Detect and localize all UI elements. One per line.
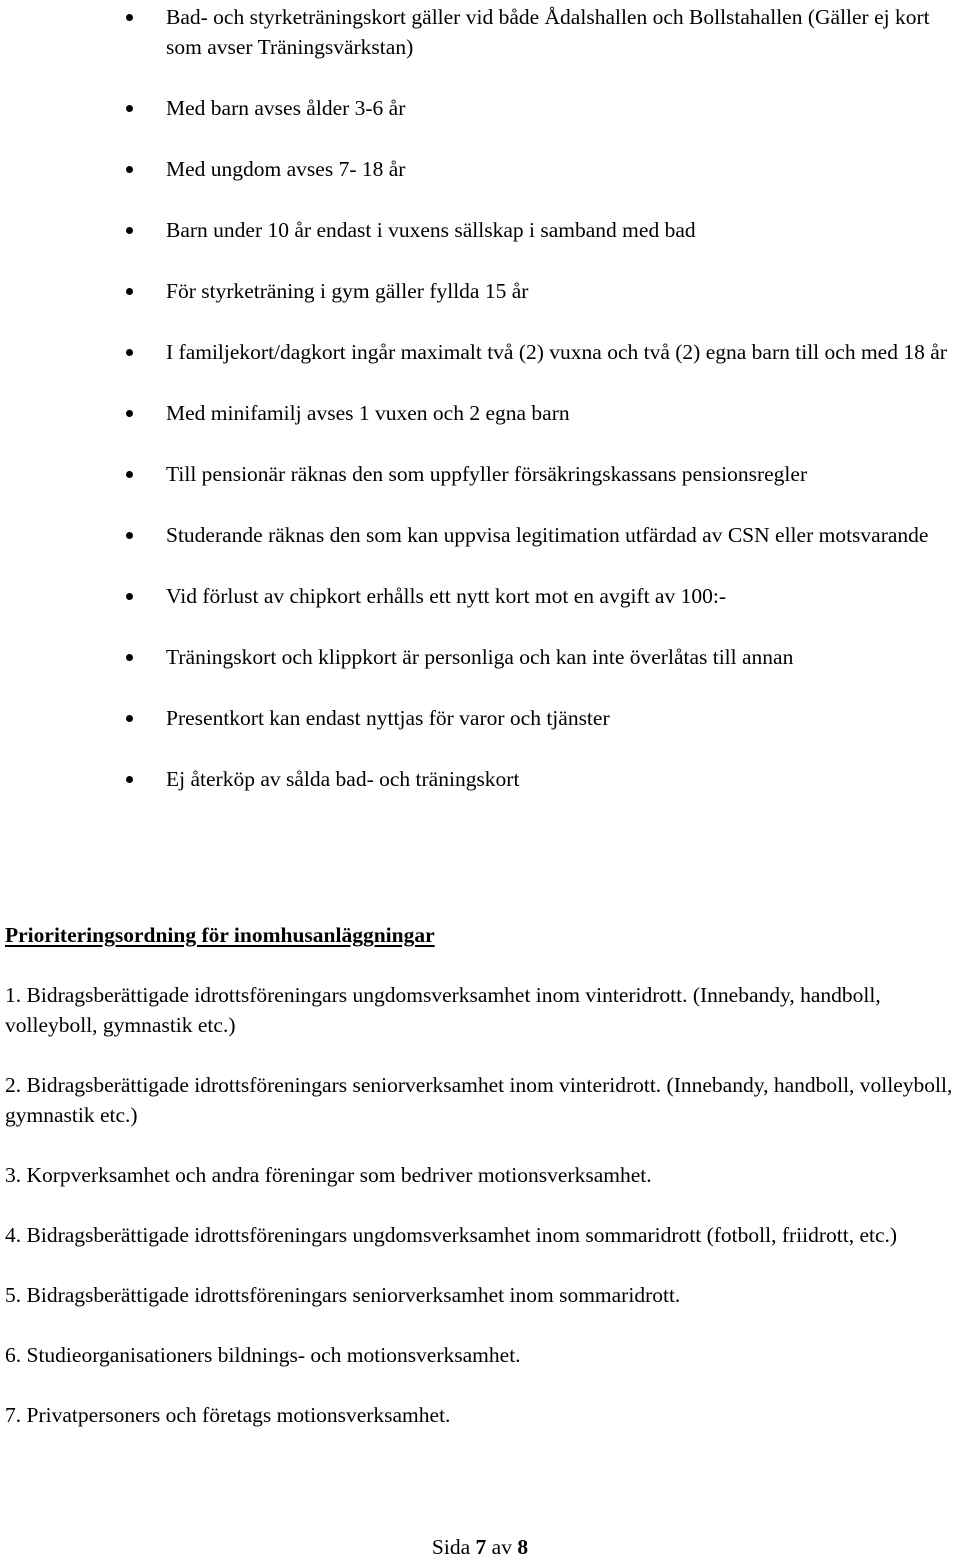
bullet-dot-icon [126, 349, 133, 356]
priority-item: 1. Bidragsberättigade idrottsföreningars ungdomsverksamhet inom vinteridrott. (Innebandy, handboll, volleyboll, gymnastik etc.) [5, 983, 881, 1037]
bullet-dot-icon [126, 105, 133, 112]
bullet-text: För styrketräning i gym gäller fyllda 15 år [166, 279, 529, 303]
footer-prefix: Sida [431, 1535, 471, 1559]
footer-separator: av [491, 1535, 512, 1559]
footer-total-pages: 8 [517, 1535, 529, 1559]
bullet-text: Studerande räknas den som kan uppvisa legitimation utfärdad av CSN eller motsvarande [166, 523, 929, 547]
bullet-text: Till pensionär räknas den som uppfyller försäkringskassans pensionsregler [166, 462, 808, 486]
priority-item: 7. Privatpersoners och företags motionsverksamhet. [5, 1403, 451, 1427]
bullet-dot-icon [126, 654, 133, 661]
rules-bullet-list [0, 2, 960, 825]
bullet-dot-icon [126, 715, 133, 722]
bullet-item [0, 93, 960, 123]
bullet-text: Ej återköp av sålda bad- och träningskort [166, 767, 520, 791]
bullet-text: Vid förlust av chipkort erhålls ett nytt kort mot en avgift av 100:- [166, 584, 726, 608]
bullet-item [0, 154, 960, 184]
bullet-dot-icon [126, 532, 133, 539]
footer-current-page: 7 [475, 1535, 487, 1559]
bullet-dot-icon [126, 593, 133, 600]
bullet-item [0, 276, 960, 306]
bullet-dot-icon [126, 471, 133, 478]
bullet-dot-icon [126, 776, 133, 783]
bullet-item [0, 215, 960, 245]
bullet-item [0, 581, 960, 611]
bullet-item [0, 459, 960, 489]
bullet-text: Barn under 10 år endast i vuxens sällskap i samband med bad [166, 218, 696, 242]
priority-item: 2. Bidragsberättigade idrottsföreningars seniorverksamhet inom vinteridrott. (Innebandy, handboll, volleyboll, gymnastik etc.) [5, 1073, 953, 1127]
bullet-item [0, 398, 960, 428]
bullet-dot-icon [126, 288, 133, 295]
bullet-dot-icon [126, 14, 133, 21]
bullet-text: Med ungdom avses 7- 18 år [166, 157, 406, 181]
bullet-text: I familjekort/dagkort ingår maximalt två (2) vuxna och två (2) egna barn till och med 18 år [166, 340, 947, 364]
priority-item: 4. Bidragsberättigade idrottsföreningars ungdomsverksamhet inom sommaridrott (fotboll, friidrott, etc.) [5, 1223, 898, 1247]
bullet-item [0, 703, 960, 733]
bullet-text: Med minifamilj avses 1 vuxen och 2 egna barn [166, 401, 570, 425]
priority-item: 3. Korpverksamhet och andra föreningar som bedriver motionsverksamhet. [5, 1163, 652, 1187]
bullet-item [0, 520, 960, 550]
bullet-item [0, 764, 960, 794]
bullet-dot-icon [126, 166, 133, 173]
priority-item: 6. Studieorganisationers bildnings- och motionsverksamhet. [5, 1343, 521, 1367]
priority-list [5, 980, 957, 1460]
bullet-text: Bad- och styrketräningskort gäller vid både Ådalshallen och Bollstahallen (Gäller ej kort som avser Träningsvärkstan) [166, 5, 930, 59]
priority-item: 5. Bidragsberättigade idrottsföreningars seniorverksamhet inom sommaridrott. [5, 1283, 681, 1307]
bullet-text: Med barn avses ålder 3-6 år [166, 96, 406, 120]
bullet-dot-icon [126, 410, 133, 417]
bullet-item [0, 642, 960, 672]
bullet-item [0, 337, 960, 367]
bullet-dot-icon [126, 227, 133, 234]
bullet-text: Träningskort och klippkort är personliga och kan inte överlåtas till annan [166, 645, 794, 669]
bullet-item [0, 2, 960, 62]
priority-heading: Prioriteringsordning för inomhusanläggningar [5, 923, 435, 947]
bullet-text: Presentkort kan endast nyttjas för varor och tjänster [166, 706, 610, 730]
